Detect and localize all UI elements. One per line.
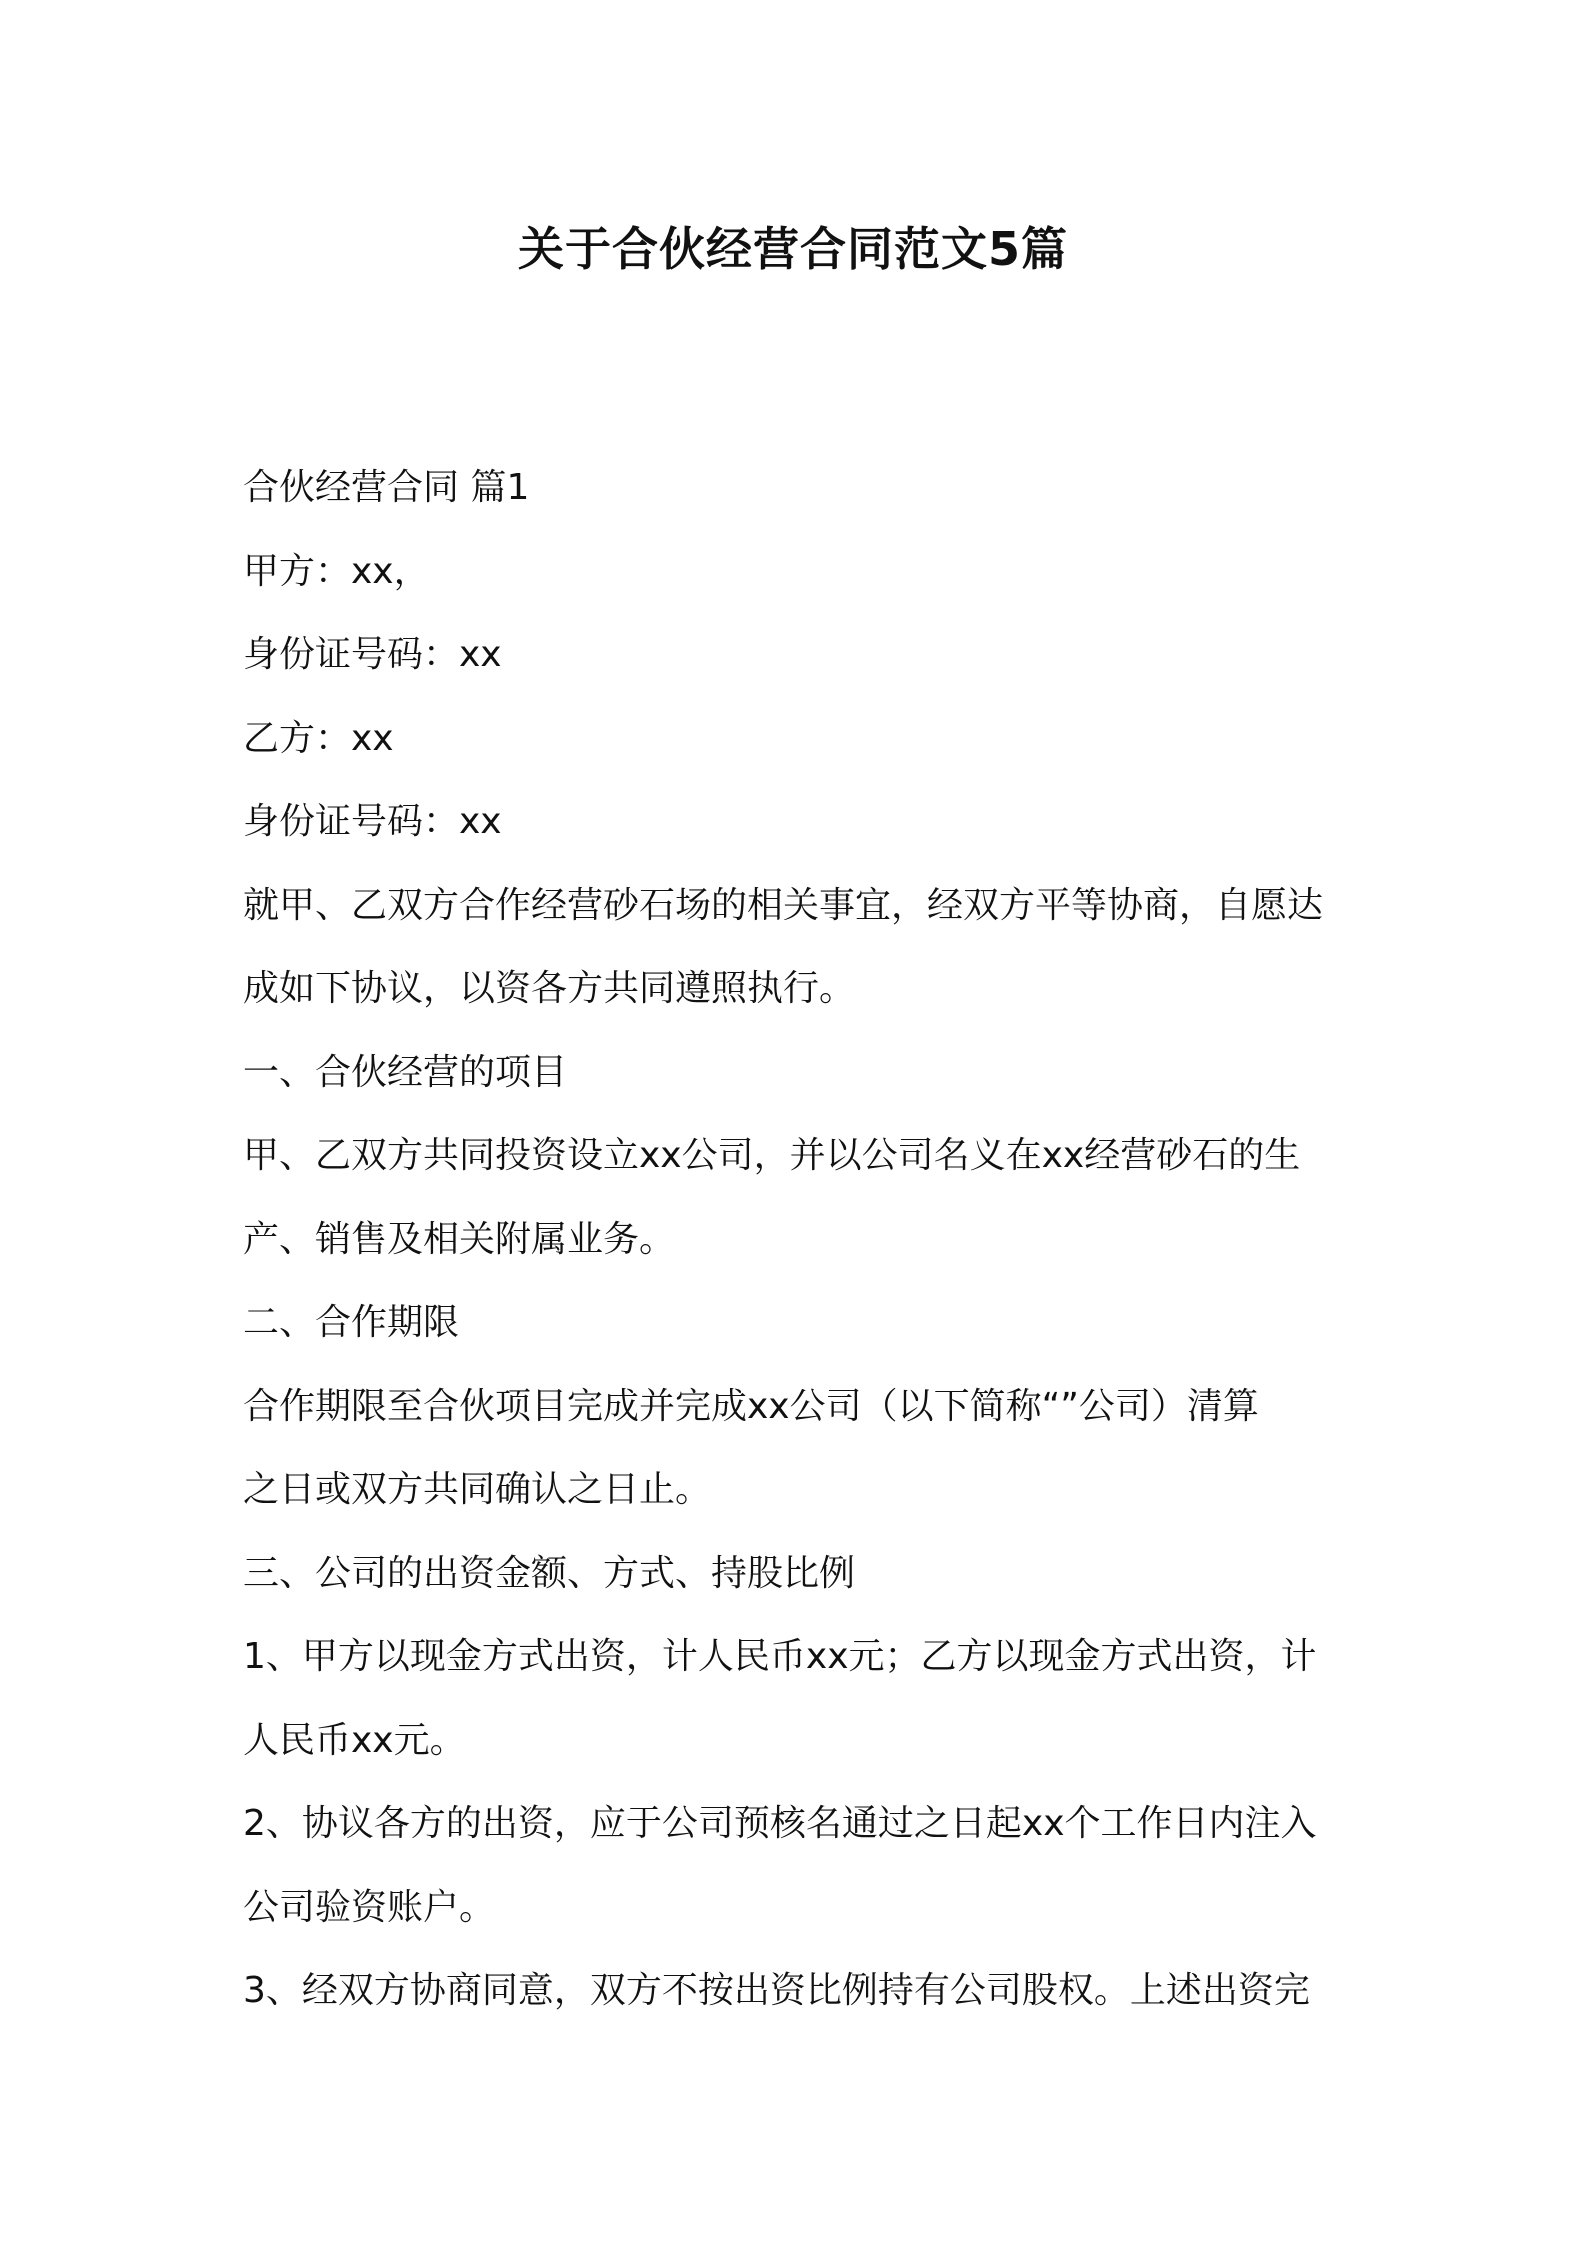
clause-item-line: 2、协议各方的出资，应于公司预核名通过之日起xx个工作日内注入 <box>243 1803 1317 1844</box>
party-a-line: 甲方：xx， <box>243 550 430 592</box>
preamble-line: 就甲、乙双方合作经营砂石场的相关事宜，经双方平等协商，自愿达 <box>243 884 1324 926</box>
party-a-id-line: 身份证号码：xx <box>243 634 502 675</box>
clause-item-line: 公司验资账户。 <box>243 1886 496 1928</box>
document-body <box>243 446 1355 2033</box>
clause-item-line: 人民币xx元。 <box>243 1719 466 1761</box>
party-b-line: 乙方：xx <box>243 717 394 759</box>
section-heading-part-1: 合伙经营合同 篇1 <box>243 467 530 508</box>
clause-item-line: 1、甲方以现金方式出资，计人民币xx元；乙方以现金方式出资，计 <box>243 1636 1317 1677</box>
clause-text-line: 产、销售及相关附属业务。 <box>243 1218 676 1260</box>
party-b-id-line: 身份证号码：xx <box>243 801 502 842</box>
document-title: 关于合伙经营合同范文5篇 <box>517 222 1068 276</box>
clause-heading-project: 一、合伙经营的项目 <box>243 1051 568 1093</box>
clause-text-line: 之日或双方共同确认之日止。 <box>243 1469 712 1510</box>
preamble-line: 成如下协议，以资各方共同遵照执行。 <box>243 968 856 1009</box>
clause-text-line: 甲、乙双方共同投资设立xx公司，并以公司名义在xx经营砂石的生 <box>243 1135 1301 1176</box>
clause-text-line: 合作期限至合伙项目完成并完成xx公司（以下简称“”公司）清算 <box>243 1385 1259 1427</box>
clause-item-line: 3、经双方协商同意，双方不按出资比例持有公司股权。上述出资完 <box>243 1970 1310 2011</box>
clause-heading-capital: 三、公司的出资金额、方式、持股比例 <box>243 1552 856 1594</box>
clause-heading-term: 二、合作期限 <box>243 1302 460 1343</box>
